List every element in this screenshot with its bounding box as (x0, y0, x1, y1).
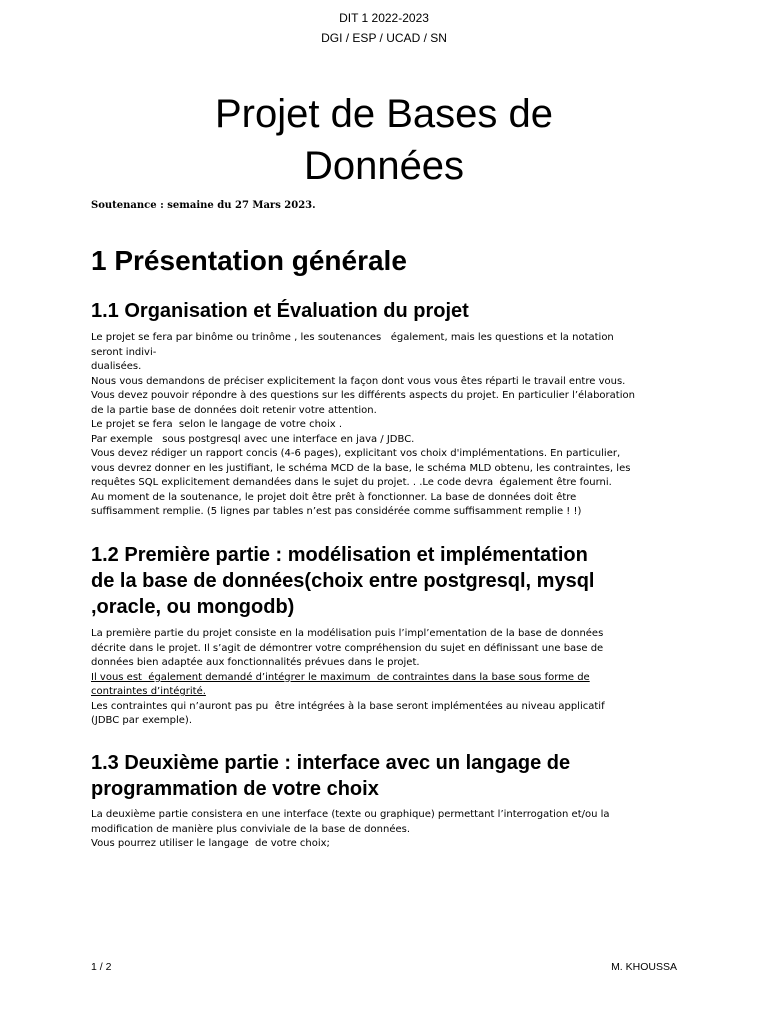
paragraph-line: données bien adaptée aux fonctionnalités prévues dans le projet. (91, 657, 420, 668)
paragraph-line: suffisamment remplie. (5 lignes par tables n’est pas considérée comme suffisamment remplie ! !) (91, 506, 582, 517)
heading-line: ,oracle, ou mongodb) (91, 596, 295, 618)
paragraph-line: seront indivi- (91, 346, 157, 358)
section-1-2-body (91, 627, 681, 729)
paragraph-line: dualisées. (91, 361, 142, 372)
section-1-3-heading (91, 750, 691, 802)
header-institution: DGI / ESP / UCAD / SN (321, 31, 447, 45)
paragraph-line: Vous devez pouvoir répondre à des questions sur les différents aspects du projet. En particulier l’élaboration (91, 390, 635, 401)
section-1-2-heading (91, 542, 691, 620)
document-title (0, 88, 768, 192)
paragraph-line: Le projet se fera par binôme ou trinôme , les soutenances également, mais les questions et la notation (91, 332, 614, 343)
paragraph-line: requêtes SQL explicitement demandées dans le sujet du projet. . .Le code devra également être fourni. (91, 477, 612, 488)
heading-line: de la base de données(choix entre postgresql, mysql (91, 570, 595, 592)
paragraph-line: (JDBC par exemple). (91, 715, 193, 726)
paragraph-line: Au moment de la soutenance, le projet doit être prêt à fonctionner. La base de données doit être (91, 491, 577, 503)
paragraph-line: vous devrez donner en les justifiant, le schéma MCD de la base, le schéma MLD obtenu, les contraintes, les (91, 462, 631, 474)
paragraph-line: Vous devez rédiger un rapport concis (4-6 pages), explicitant vos choix d'implémentations. En particulier, (91, 448, 621, 459)
title-line-1: Projet de Bases de (215, 92, 553, 136)
title-line-2: Données (303, 144, 465, 188)
heading-line: programmation de votre choix (91, 778, 379, 800)
page-header (0, 8, 768, 48)
section-1-1-heading: 1.1 Organisation et Évaluation du projet (91, 300, 469, 322)
paragraph-line: La deuxième partie consistera en une interface (texte ou graphique) permettant l’interrogation et/ou la (91, 809, 610, 820)
section-1-heading: 1 Présentation générale (91, 245, 407, 276)
paragraph-line: décrite dans le projet. Il s’agit de démontrer votre compréhension du sujet en définissant une base de (91, 642, 604, 654)
paragraph-line: modification de manière plus conviviale de la base de données. (91, 823, 411, 835)
underlined-line: Il vous est également demandé d’intégrer le maximum de contraintes dans la base sous forme de (91, 671, 590, 683)
paragraph-line: de la partie base de données doit retenir votre attention. (91, 404, 377, 416)
section-1-3-body (91, 808, 681, 852)
paragraph-line: La première partie du projet consiste en la modélisation puis l’impl’ementation de la base de données (91, 628, 604, 639)
section-1-1-body (91, 331, 681, 520)
underlined-line: contraintes d’intégrité. (91, 686, 206, 697)
paragraph-line: Le projet se fera selon le langage de votre choix . (91, 419, 343, 430)
heading-line: 1.3 Deuxième partie : interface avec un langage de (91, 752, 571, 774)
page-number: 1 / 2 (91, 961, 112, 973)
author-name: M. KHOUSSA (611, 961, 677, 973)
paragraph-line: Nous vous demandons de préciser explicitement la façon dont vous vous êtes réparti le travail entre vous. (91, 375, 626, 387)
paragraph-line: Les contraintes qui n’auront pas pu être intégrées à la base seront implémentées au niveau applicatif (91, 700, 605, 712)
soutenance-date: Soutenance : semaine du 27 Mars 2023. (91, 200, 316, 211)
paragraph-line: Par exemple sous postgresql avec une interface en java / JDBC. (91, 433, 415, 445)
paragraph-line: Vous pourrez utiliser le langage de votre choix; (91, 838, 330, 849)
heading-line: 1.2 Première partie : modélisation et implémentation (91, 544, 588, 566)
header-year: DIT 1 2022-2023 (339, 11, 429, 25)
